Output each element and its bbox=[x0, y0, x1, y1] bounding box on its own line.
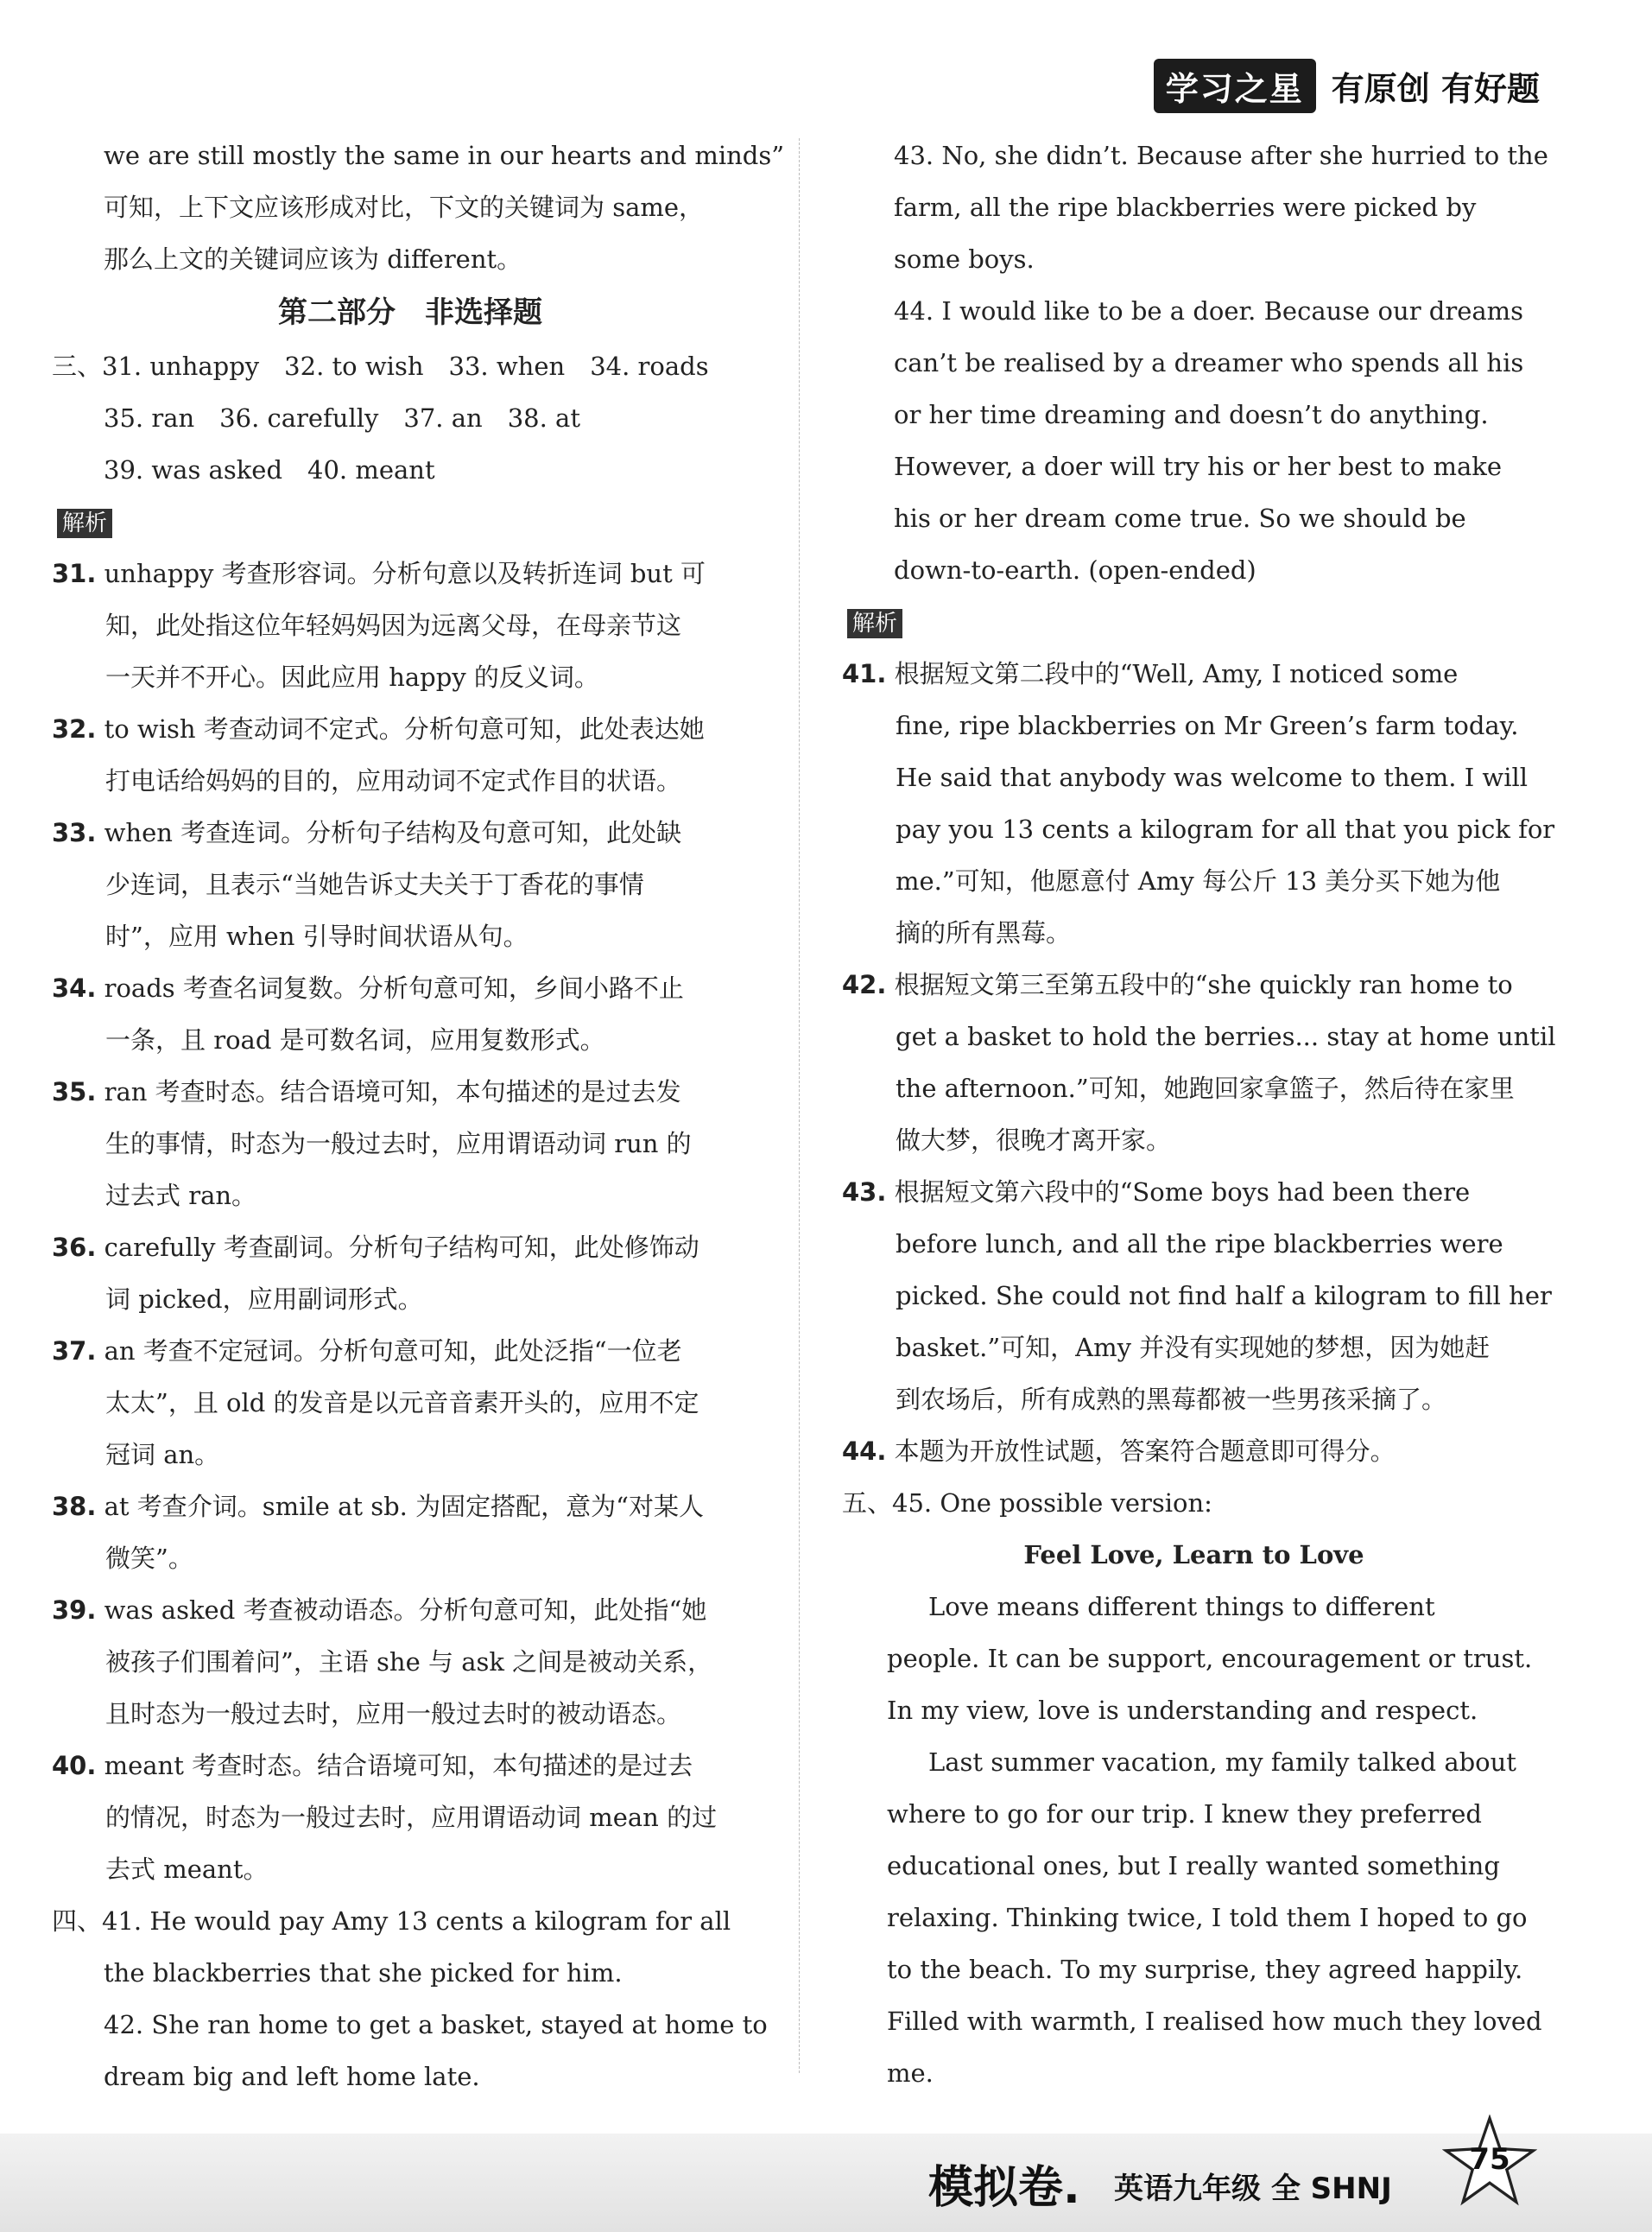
essay-line: Filled with warmth, I realised how much they loved bbox=[887, 2007, 1542, 2036]
text-line: we are still mostly the same in our hearts and minds” bbox=[104, 141, 785, 170]
answer-row: or her time dreaming and doesn’t do anything. bbox=[894, 400, 1489, 429]
explain-line: me.”可知，他愿意付 Amy 每公斤 13 美分买下她为他 bbox=[896, 866, 1501, 896]
explain-line: 被孩子们围着问”，主语 she 与 ask 之间是被动关系， bbox=[105, 1647, 713, 1677]
explain-line bbox=[52, 1221, 769, 1273]
explain-line: basket.”可知，Amy 并没有实现她的梦想，因为她赶 bbox=[896, 1333, 1491, 1362]
explain-text: roads 考查名词复数。分析句意可知，乡间小路不止 bbox=[104, 973, 684, 1003]
analysis-tag: 解析 bbox=[57, 509, 112, 538]
answer-row bbox=[52, 1895, 769, 1947]
question-number: 35. bbox=[52, 1077, 97, 1106]
essay-line: relaxing. Thinking twice, I told them I hoped to go bbox=[887, 1903, 1528, 1932]
explain-text: carefully 考查副词。分析句子结构可知，此处修饰动 bbox=[104, 1233, 699, 1262]
answer-row: 44. I would like to be a doer. Because our dreams bbox=[894, 296, 1524, 326]
answer-row: 35. ran 36. carefully 37. an 38. at bbox=[104, 403, 580, 433]
explain-line: 去式 meant。 bbox=[105, 1855, 269, 1884]
explain-text: 根据短文第二段中的“Well, Amy, I noticed some bbox=[894, 659, 1459, 688]
right-column bbox=[842, 130, 1556, 2099]
explain-text: unhappy 考查形容词。分析句意以及转折连词 but 可 bbox=[104, 559, 706, 588]
explain-text: an 考查不定冠词。分析句意可知，此处泛指“一位老 bbox=[104, 1336, 682, 1366]
explain-line: 的情况，时态为一般过去时，应用谓语动词 mean 的过 bbox=[105, 1803, 718, 1832]
answer-row: farm, all the ripe blackberries were picked by bbox=[894, 193, 1477, 222]
answer-row: 43. No, she didn’t. Because after she hurried to the bbox=[894, 141, 1548, 170]
essay-line: educational ones, but I really wanted something bbox=[887, 1851, 1500, 1880]
answer-row: can’t be realised by a dreamer who spends all his bbox=[894, 348, 1524, 377]
explain-line bbox=[52, 1066, 769, 1118]
page-number: 75 bbox=[1469, 2142, 1510, 2177]
question-number: 37. bbox=[52, 1336, 97, 1366]
answer-row: dream big and left home late. bbox=[104, 2062, 480, 2091]
essay-line: Love means different things to different bbox=[928, 1592, 1435, 1621]
explain-line bbox=[842, 648, 1546, 700]
brand-slogan: 有原创 有好题 bbox=[1331, 70, 1540, 108]
question-number: 42. bbox=[842, 970, 887, 999]
explain-line: the afternoon.”可知，她跑回家拿篮子，然后待在家里 bbox=[896, 1074, 1515, 1103]
page-footer bbox=[0, 2134, 1652, 2232]
explain-line: before lunch, and all the ripe blackberries were bbox=[896, 1229, 1503, 1259]
question-number: 33. bbox=[52, 818, 97, 847]
explain-line: pay you 13 cents a kilogram for all that you pick for bbox=[896, 815, 1555, 844]
answer-row: However, a doer will try his or her best to make bbox=[894, 452, 1503, 481]
explain-text: to wish 考查动词不定式。分析句意可知，此处表达她 bbox=[104, 714, 705, 744]
answer-row: 42. She ran home to get a basket, stayed at home to bbox=[104, 2010, 768, 2039]
question-number: 38. bbox=[52, 1492, 97, 1521]
explain-line: 太太”，且 old 的发音是以元音音素开头的，应用不定 bbox=[105, 1388, 699, 1417]
explain-line: 做大梦，很晚才离开家。 bbox=[896, 1126, 1172, 1155]
question-number: 44. bbox=[842, 1436, 887, 1466]
explain-line bbox=[842, 1425, 1546, 1477]
analysis-tag-row bbox=[52, 496, 769, 548]
explain-line: fine, ripe blackberries on Mr Green’s farm today. bbox=[896, 711, 1519, 740]
explain-line: 到农场后，所有成熟的黑莓都被一些男孩采摘了。 bbox=[896, 1385, 1447, 1414]
brand-logo: 学习之星 bbox=[1154, 59, 1316, 113]
answer-row: his or her dream come true. So we should be bbox=[894, 504, 1466, 533]
explain-text: ran 考查时态。结合语境可知，本句描述的是过去发 bbox=[104, 1077, 681, 1106]
explain-line: get a basket to hold the berries... stay at home until bbox=[896, 1022, 1556, 1051]
left-column bbox=[52, 130, 785, 2102]
explain-line bbox=[52, 1740, 769, 1791]
question-number: 36. bbox=[52, 1233, 97, 1262]
question-number: 43. bbox=[842, 1177, 887, 1207]
explain-line: 摘的所有黑莓。 bbox=[896, 918, 1072, 948]
explain-line bbox=[52, 548, 769, 599]
explain-line bbox=[52, 1481, 769, 1532]
explain-text: when 考查连词。分析句子结构及句意可知，此处缺 bbox=[104, 818, 682, 847]
essay-line: people. It can be support, encouragement or trust. bbox=[887, 1644, 1533, 1673]
answer-text: 45. One possible version: bbox=[892, 1488, 1212, 1518]
answer-text: 31. unhappy 32. to wish 33. when 34. roads bbox=[102, 352, 709, 381]
answer-row bbox=[52, 340, 769, 392]
explain-text: meant 考查时态。结合语境可知，本句描述的是过去 bbox=[104, 1751, 693, 1780]
explain-line bbox=[52, 1584, 769, 1636]
essay-line: where to go for our trip. I knew they preferred bbox=[887, 1799, 1482, 1829]
explain-line bbox=[52, 703, 769, 755]
explain-line: 一条，且 road 是可数名词，应用复数形式。 bbox=[105, 1025, 605, 1055]
column-divider bbox=[799, 138, 800, 2073]
essay-line: Last summer vacation, my family talked about bbox=[928, 1747, 1516, 1777]
explain-line: 打电话给妈妈的目的，应用动词不定式作目的状语。 bbox=[105, 766, 682, 796]
answer-row: the blackberries that she picked for him. bbox=[104, 1958, 623, 1988]
essay-line: In my view, love is understanding and respect. bbox=[887, 1696, 1478, 1725]
explain-text: 根据短文第三至第五段中的“she quickly ran home to bbox=[894, 970, 1513, 999]
question-number: 40. bbox=[52, 1751, 97, 1780]
question-number: 31. bbox=[52, 559, 97, 588]
explain-line bbox=[842, 1166, 1546, 1218]
page-header bbox=[1154, 59, 1540, 113]
explain-text: 根据短文第六段中的“Some boys had been there bbox=[894, 1177, 1471, 1207]
footer-subtitle: 英语九年级 全 SHNJ bbox=[1114, 2172, 1392, 2206]
explain-line bbox=[52, 807, 769, 859]
question-number: 32. bbox=[52, 714, 97, 744]
essay-title: Feel Love, Learn to Love bbox=[1023, 1540, 1364, 1569]
answer-row: down-to-earth. (open-ended) bbox=[894, 555, 1256, 585]
explain-line bbox=[52, 962, 769, 1014]
section-label: 三、 bbox=[52, 352, 103, 381]
explain-text: at 考查介词。smile at sb. 为固定搭配，意为“对某人 bbox=[104, 1492, 704, 1521]
explain-line: 知，此处指这位年轻妈妈因为远离父母，在母亲节这 bbox=[105, 611, 682, 640]
answer-row bbox=[842, 1477, 1546, 1529]
explain-line: 冠词 an。 bbox=[105, 1440, 220, 1469]
section-label: 四、 bbox=[52, 1906, 103, 1936]
essay-line: to the beach. To my surprise, they agreed happily. bbox=[887, 1955, 1523, 1984]
explain-text: 本题为开放性试题，答案符合题意即可得分。 bbox=[894, 1436, 1396, 1466]
explain-line bbox=[842, 959, 1546, 1011]
text-line: 那么上文的关键词应该为 different。 bbox=[104, 244, 522, 274]
footer-title: 模拟卷. bbox=[928, 2162, 1080, 2214]
explain-line: 生的事情，时态为一般过去时，应用谓语动词 run 的 bbox=[105, 1129, 692, 1158]
analysis-tag: 解析 bbox=[847, 609, 902, 638]
explain-line: 词 picked，应用副词形式。 bbox=[105, 1284, 423, 1314]
question-number: 41. bbox=[842, 659, 887, 688]
answer-row: 39. was asked 40. meant bbox=[104, 455, 435, 485]
explain-line: picked. She could not find half a kilogram to fill her bbox=[896, 1281, 1552, 1310]
essay-line: me. bbox=[887, 2058, 934, 2088]
explain-line: He said that anybody was welcome to them. I will bbox=[896, 763, 1529, 792]
explain-line bbox=[52, 1325, 769, 1377]
explain-text: was asked 考查被动语态。分析句意可知，此处指“她 bbox=[104, 1595, 707, 1625]
answer-row: some boys. bbox=[894, 244, 1035, 274]
text-line: 可知，上下文应该形成对比，下文的关键词为 same， bbox=[104, 193, 705, 222]
explain-line: 少连词，且表示“当她告诉丈夫关于丁香花的事情 bbox=[105, 870, 644, 899]
section-label: 五、 bbox=[842, 1488, 893, 1518]
analysis-tag-row bbox=[842, 596, 1546, 648]
explain-line: 且时态为一般过去时，应用一般过去时的被动语态。 bbox=[105, 1699, 682, 1728]
explain-line: 微笑”。 bbox=[105, 1544, 193, 1573]
section-title: 第二部分 非选择题 bbox=[278, 295, 542, 330]
explain-line: 一天并不开心。因此应用 happy 的反义词。 bbox=[105, 663, 599, 692]
explain-line: 过去式 ran。 bbox=[105, 1181, 257, 1210]
answer-text: 41. He would pay Amy 13 cents a kilogram for all bbox=[102, 1906, 731, 1936]
explain-line: 时”，应用 when 引导时间状语从句。 bbox=[105, 922, 529, 951]
question-number: 34. bbox=[52, 973, 97, 1003]
question-number: 39. bbox=[52, 1595, 97, 1625]
